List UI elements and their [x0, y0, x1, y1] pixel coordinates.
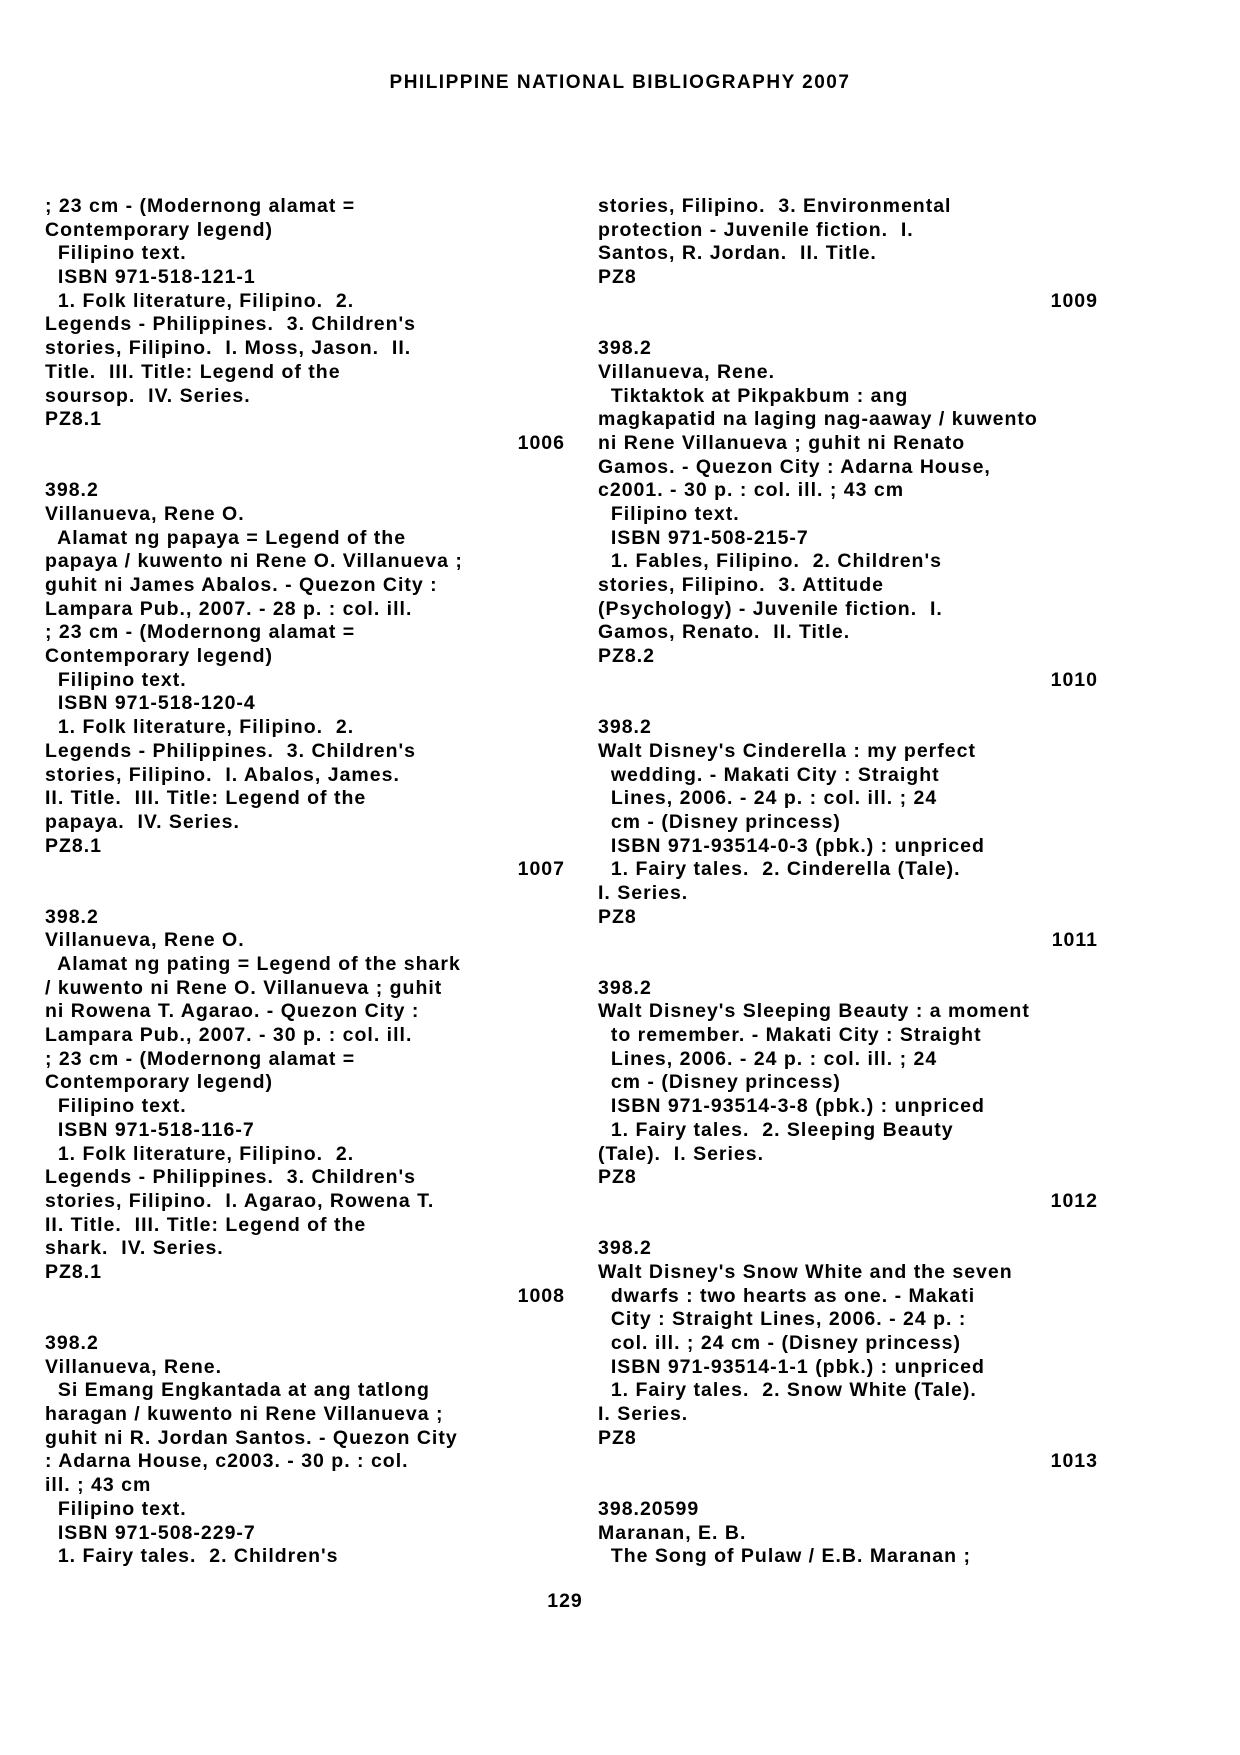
page-header-title: PHILIPPINE NATIONAL BIBLIOGRAPHY 2007 [389, 72, 851, 93]
entry-line: ISBN 971-93514-3-8 (pbk.) : unpriced [598, 1095, 985, 1118]
entry-line: 398.2 [45, 905, 99, 928]
entry-line: Walt Disney's Sleeping Beauty : a moment [598, 1000, 1030, 1023]
entry-line: 1. Fairy tales. 2. Cinderella (Tale). [598, 858, 961, 881]
entry-line: ; 23 cm - (Modernong alamat = [45, 195, 356, 217]
entry-line: City : Straight Lines, 2006. - 24 p. : [598, 1308, 967, 1331]
entry-line: stories, Filipino. I. Agarao, Rowena T. [45, 1189, 435, 1212]
entry-line: ill. ; 43 cm [45, 1474, 152, 1497]
entry-line: PZ8 [598, 1166, 637, 1189]
entry-number: 1013 [1050, 1450, 1098, 1473]
entry-line: cm - (Disney princess) [598, 810, 841, 833]
entry-line: ISBN 971-518-120-4 [45, 692, 256, 715]
entry-line: PZ8 [598, 905, 637, 928]
entry-line: ISBN 971-508-229-7 [45, 1521, 256, 1544]
entry-line: Title. III. Title: Legend of the [45, 360, 341, 383]
entry-line: 1. Folk literature, Filipino. 2. [45, 289, 355, 312]
entry-line: I. Series. [598, 881, 689, 904]
entry-line: Legends - Philippines. 3. Children's [45, 313, 417, 336]
entry-line: Maranan, E. B. [598, 1521, 747, 1544]
entry-line: Alamat ng papaya = Legend of the [45, 526, 407, 549]
entry-number: 1011 [1051, 929, 1098, 952]
entry-line: ISBN 971-93514-1-1 (pbk.) : unpriced [598, 1355, 985, 1378]
entry-line: 398.2 [598, 976, 652, 999]
entry-line: ni Rene Villanueva ; guhit ni Renato [598, 431, 966, 454]
entry-line: ISBN 971-518-121-1 [45, 266, 256, 289]
entry-line: 1. Folk literature, Filipino. 2. [45, 1142, 355, 1165]
entry-line: 398.2 [45, 1332, 99, 1354]
entry-line: I. Series. [598, 1403, 689, 1426]
entry-line: col. ill. ; 24 cm - (Disney princess) [598, 1332, 962, 1354]
entry-line: soursop. IV. Series. [45, 384, 251, 407]
entry-line: The Song of Pulaw / E.B. Maranan ; [598, 1545, 971, 1568]
entry-line: 398.2 [598, 337, 652, 360]
entry-line: 1. Fairy tales. 2. Snow White (Tale). [598, 1379, 977, 1402]
entry-line: Contemporary legend) [45, 1071, 274, 1094]
left-column [45, 195, 565, 1569]
entry-line: dwarfs : two hearts as one. - Makati [598, 1284, 976, 1307]
entry-line: 1. Fairy tales. 2. Sleeping Beauty [598, 1118, 954, 1141]
entry-line: Contemporary legend) [45, 645, 274, 668]
entry-line: Gamos, Renato. II. Title. [598, 621, 851, 644]
entry-line: papaya / kuwento ni Rene O. Villanueva ; [45, 550, 463, 573]
entry-line: Filipino text. [598, 502, 740, 525]
entry-line: ISBN 971-518-116-7 [45, 1118, 255, 1141]
entry-line: protection - Juvenile fiction. I. [598, 218, 914, 241]
entry-line: II. Title. III. Title: Legend of the [45, 787, 367, 810]
entry-line: 398.2 [45, 479, 99, 502]
entry-line: ni Rowena T. Agarao. - Quezon City : [45, 1000, 420, 1023]
entry-line: Tiktaktok at Pikpakbum : ang [598, 384, 909, 407]
entry-line: 398.2 [598, 1237, 652, 1260]
entry-line: Legends - Philippines. 3. Children's [45, 1166, 417, 1189]
entry-number: 1009 [1050, 289, 1098, 312]
entry-spacer [598, 1214, 1098, 1238]
entry-line: stories, Filipino. I. Abalos, James. [45, 763, 400, 786]
entry-line: wedding. - Makati City : Straight [598, 763, 940, 786]
entry-line: PZ8.1 [45, 1260, 103, 1283]
entry-line: cm - (Disney princess) [598, 1071, 841, 1094]
entry-line: Filipino text. [45, 242, 187, 265]
entry-line: Villanueva, Rene. [45, 1355, 223, 1378]
entry-line: Lines, 2006. - 24 p. : col. ill. ; 24 [598, 1047, 938, 1070]
entry-line: Gamos. - Quezon City : Adarna House, [598, 455, 991, 478]
entry-line: ISBN 971-508-215-7 [598, 526, 809, 549]
entry-line: Filipino text. [45, 1095, 187, 1118]
entry-line: stories, Filipino. I. Moss, Jason. II. [45, 337, 412, 360]
entry-line: PZ8.1 [45, 834, 103, 857]
entry-line: Walt Disney's Cinderella : my perfect [598, 739, 976, 762]
entry-line: Lampara Pub., 2007. - 28 p. : col. ill. [45, 597, 413, 620]
entry-line: PZ8.2 [598, 645, 656, 668]
entry-line: c2001. - 30 p. : col. ill. ; 43 cm [598, 479, 905, 502]
entry-spacer [598, 692, 1098, 716]
entry-line: Villanueva, Rene. [598, 360, 776, 383]
entry-line: guhit ni R. Jordan Santos. - Quezon City [45, 1426, 458, 1449]
entry-number: 1007 [517, 858, 565, 881]
entry-line: Lines, 2006. - 24 p. : col. ill. ; 24 [598, 787, 938, 810]
entry-number: 1006 [517, 431, 565, 454]
entry-line: Lampara Pub., 2007. - 30 p. : col. ill. [45, 1024, 413, 1047]
entry-line: (Tale). I. Series. [598, 1142, 765, 1165]
entry-line: Alamat ng pating = Legend of the shark [45, 953, 461, 975]
entry-number: 1012 [1050, 1189, 1098, 1212]
entry-line: 1. Folk literature, Filipino. 2. [45, 716, 355, 739]
entry-line: Villanueva, Rene O. [45, 929, 245, 952]
entry-spacer [598, 313, 1098, 337]
entry-line: 1. Fairy tales. 2. Children's [45, 1545, 339, 1568]
entry-line: stories, Filipino. 3. Environmental [598, 195, 952, 217]
entry-line: ; 23 cm - (Modernong alamat = [45, 1047, 356, 1070]
entry-line: Si Emang Engkantada at ang tatlong [45, 1379, 430, 1402]
entry-spacer [45, 882, 565, 906]
entry-line: Villanueva, Rene O. [45, 502, 245, 525]
entry-line: magkapatid na laging nag-aaway / kuwento [598, 408, 1038, 431]
entry-line: Walt Disney's Snow White and the seven [598, 1260, 1013, 1283]
right-column [598, 195, 1098, 1569]
entry-spacer [45, 1308, 565, 1332]
entry-line: (Psychology) - Juvenile fiction. I. [598, 597, 943, 620]
entry-line: / kuwento ni Rene O. Villanueva ; guhit [45, 976, 443, 999]
entry-line: Filipino text. [45, 668, 187, 691]
entry-line: PZ8.1 [45, 408, 103, 431]
entry-number: 1010 [1050, 668, 1098, 691]
entry-line: II. Title. III. Title: Legend of the [45, 1213, 367, 1236]
entry-line: PZ8 [598, 1426, 637, 1449]
entry-number: 1008 [517, 1284, 565, 1307]
entry-line: to remember. - Makati City : Straight [598, 1024, 982, 1047]
entry-line: Legends - Philippines. 3. Children's [45, 739, 417, 762]
entry-line: : Adarna House, c2003. - 30 p. : col. [45, 1450, 409, 1473]
entry-line: Filipino text. [45, 1497, 187, 1520]
entry-spacer [45, 456, 565, 480]
entry-line: 398.2 [598, 716, 652, 739]
entry-line: haragan / kuwento ni Rene Villanueva ; [45, 1403, 444, 1426]
entry-line: ISBN 971-93514-0-3 (pbk.) : unpriced [598, 834, 985, 857]
entry-line: 1. Fables, Filipino. 2. Children's [598, 550, 942, 573]
entry-line: Contemporary legend) [45, 218, 274, 241]
entry-line: guhit ni James Abalos. - Quezon City : [45, 574, 438, 596]
entry-line: stories, Filipino. 3. Attitude [598, 574, 884, 596]
entry-spacer [598, 1474, 1098, 1498]
entry-line: Santos, R. Jordan. II. Title. [598, 242, 877, 265]
entry-spacer [598, 953, 1098, 977]
entry-line: ; 23 cm - (Modernong alamat = [45, 621, 356, 644]
page-number: 129 [547, 1590, 583, 1612]
entry-line: PZ8 [598, 266, 637, 289]
entry-line: 398.20599 [598, 1497, 700, 1520]
entry-line: shark. IV. Series. [45, 1237, 224, 1260]
entry-line: papaya. IV. Series. [45, 810, 240, 833]
